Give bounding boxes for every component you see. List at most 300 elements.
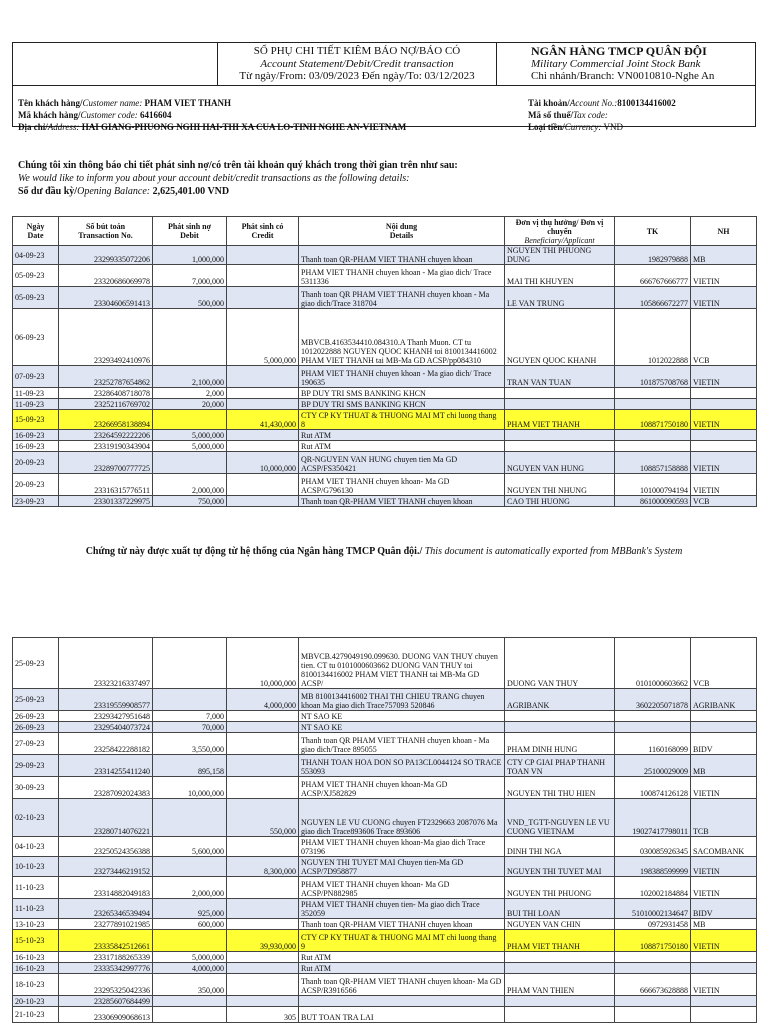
cell-details: Thanh toan QR PHAM VIET THANH chuyen khoan - Ma giao dich/Trace 895055 [299,733,505,755]
cell-beneficiary [505,1007,615,1023]
cell-account: 666673628888 [615,974,691,996]
cell-transaction-no: 23295325042336 [59,974,153,996]
cell-details: Rut ATM [299,963,505,974]
cell-debit [153,1007,227,1023]
cell-beneficiary: NGUYEN THI PHUONG [505,877,615,899]
cell-bank [691,722,757,733]
cell-date: 16-09-23 [13,441,59,452]
cell-date: 06-09-23 [13,309,59,366]
cell-beneficiary: MAI THI KHUYEN [505,265,615,287]
cell-details: BP DUY TRI SMS BANKING KHCN [299,399,505,410]
cell-date: 05-09-23 [13,287,59,309]
page-footer-note [0,546,768,557]
cell-debit: 600,000 [153,919,227,930]
cell-beneficiary [505,722,615,733]
cell-date: 20-09-23 [13,452,59,474]
cell-date: 05-09-23 [13,265,59,287]
cell-credit [227,496,299,507]
col-debit: Phát sinh nợ Debit [153,217,227,246]
cell-transaction-no: 23286408718078 [59,388,153,399]
cell-details: CTY CP KY THUAT & THUONG MAI MT chi luong thang 8 [299,410,505,430]
cell-beneficiary: NGUYEN VAN HUNG [505,452,615,474]
customer-code-label: Mã khách hàng/ [18,110,81,120]
table-row [13,410,757,430]
cell-bank: VIETIN [691,974,757,996]
customer-name-line [18,98,231,109]
cell-bank: SACOMBANK [691,837,757,857]
customer-name: PHAM VIET THANH [144,98,232,108]
cell-date: 16-10-23 [13,963,59,974]
cell-beneficiary [505,952,615,963]
cell-bank: AGRIBANK [691,689,757,711]
opening-balance-value: 2,625,401.00 VND [152,186,230,197]
cell-details: PHAM VIET THANH chuyen khoan-Ma GD ACSP/XJ582829 [299,777,505,799]
cell-account: 102002184884 [615,877,691,899]
cell-beneficiary: CTY CP GIAI PHAP THANH TOAN VN [505,755,615,777]
customer-name-label: Tên khách hàng/ [18,98,83,108]
cell-credit: 10,000,000 [227,638,299,689]
cell-debit [153,930,227,952]
bank-name: NGÂN HÀNG TMCP QUÂN ĐỘI [531,44,707,58]
cell-bank: MB [691,246,757,265]
cell-account [615,996,691,1007]
cell-bank: VIETIN [691,265,757,287]
cell-account: 25100029009 [615,755,691,777]
cell-credit [227,246,299,265]
cell-account: 108871750180 [615,410,691,430]
cell-details [299,996,505,1007]
table-row [13,638,757,689]
cell-debit: 20,000 [153,399,227,410]
cell-transaction-no: 23317188265339 [59,952,153,963]
cell-beneficiary [505,711,615,722]
cell-debit: 5,000,000 [153,952,227,963]
table-row [13,399,757,410]
cell-account: 1982979888 [615,246,691,265]
table-row [13,952,757,963]
table-row [13,474,757,496]
intro-text-en: We would like to inform you about your account debit/credit transactions as the following details: [18,173,410,184]
cell-bank: VIETIN [691,777,757,799]
cell-debit: 350,000 [153,974,227,996]
cell-date: 21-10-23 [13,1007,59,1023]
intro-text-vn: Chúng tôi xin thông báo chi tiết phát sinh nợ/có trên tài khoản quý khách trong thời gian trên như sau: [18,160,458,171]
cell-date: 27-09-23 [13,733,59,755]
table-header-row [13,217,757,246]
table-row [13,287,757,309]
cell-bank [691,711,757,722]
cell-beneficiary: NGUYEN THI NHUNG [505,474,615,496]
table-row [13,430,757,441]
table-row [13,777,757,799]
cell-account: 0101000603662 [615,638,691,689]
cell-debit: 7,000 [153,711,227,722]
currency-label-en: Currency: [564,122,602,132]
cell-credit: 4,000,000 [227,689,299,711]
cell-bank [691,399,757,410]
cell-details: NGUYEN LE VU CUONG chuyen FT2329663 2087076 Ma giao dich Trace893606 Trace 893606 [299,799,505,837]
cell-credit: 305 [227,1007,299,1023]
cell-credit [227,877,299,899]
customer-code: 6416604 [140,110,172,120]
cell-beneficiary: PHAM VIET THANH [505,410,615,430]
cell-date: 11-09-23 [13,388,59,399]
account-label-en: Account No.: [569,98,618,108]
cell-beneficiary: DUONG VAN THUY [505,638,615,689]
cell-date: 25-09-23 [13,689,59,711]
cell-date: 16-09-23 [13,430,59,441]
cell-account: 666767666777 [615,265,691,287]
cell-details: Thanh toan QR-PHAM VIET THANH chuyen khoan- Ma GD ACSP/R3916566 [299,974,505,996]
transactions-table-page-2 [12,637,757,1023]
cell-date: 02-10-23 [13,799,59,837]
cell-transaction-no: 23314882049183 [59,877,153,899]
cell-account: 105866672277 [615,287,691,309]
table-row [13,265,757,287]
cell-beneficiary: DINH THI NGA [505,837,615,857]
cell-account: 3602205071878 [615,689,691,711]
table-row [13,963,757,974]
cell-details: PHAM VIET THANH chuyen tien- Ma giao dich Trace 352059 [299,899,505,919]
cell-beneficiary: LE VAN TRUNG [505,287,615,309]
customer-code-line [18,110,172,121]
cell-details: Rut ATM [299,441,505,452]
cell-beneficiary: CAO THI HUONG [505,496,615,507]
cell-account: 1012022888 [615,309,691,366]
currency-value: VND [603,122,624,132]
cell-bank: VIETIN [691,930,757,952]
cell-debit: 5,000,000 [153,430,227,441]
cell-debit: 10,000,000 [153,777,227,799]
table-row [13,877,757,899]
account-no-line [528,98,676,109]
cell-account: 100874126128 [615,777,691,799]
opening-balance-label: Số dư đầu kỳ/ [18,186,78,197]
statement-subtitle: Account Statement/Debit/Credit transaction [260,57,454,70]
col-tk: TK [615,217,691,246]
cell-details: NT SAO KE [299,722,505,733]
cell-credit [227,430,299,441]
cell-credit: 5,000,000 [227,309,299,366]
cell-debit: 2,000 [153,388,227,399]
cell-credit [227,711,299,722]
opening-balance-label-en: Opening Balance: [77,186,151,197]
cell-account [615,963,691,974]
cell-transaction-no: 23301337229975 [59,496,153,507]
cell-account [615,952,691,963]
cell-transaction-no: 23266958138894 [59,410,153,430]
cell-credit [227,996,299,1007]
cell-credit [227,777,299,799]
cell-debit [153,857,227,877]
table-row [13,919,757,930]
bank-branch: Chi nhánh/Branch: VN0010810-Nghe An [531,70,715,82]
cell-bank: MB [691,919,757,930]
cell-transaction-no: 23265346539494 [59,899,153,919]
currency-line [528,122,623,133]
table-row [13,452,757,474]
cell-details: PHAM VIET THANH chuyen khoan-Ma giao dich Trace 073196 [299,837,505,857]
cell-date: 23-09-23 [13,496,59,507]
cell-bank: VIETIN [691,287,757,309]
cell-transaction-no: 23250524356388 [59,837,153,857]
cell-transaction-no: 23335342997776 [59,963,153,974]
cell-details: BP DUY TRI SMS BANKING KHCN [299,388,505,399]
cell-date: 26-09-23 [13,711,59,722]
table-row [13,733,757,755]
cell-beneficiary: NGUYEN THI PHUONG DUNG [505,246,615,265]
cell-transaction-no: 23273446219152 [59,857,153,877]
col-date: Ngày Date [13,217,59,246]
cell-details: Thanh toan QR-PHAM VIET THANH chuyen khoan [299,496,505,507]
cell-transaction-no: 23295404073724 [59,722,153,733]
customer-address: HAI GIANG-PHUONG NGHI HAI-THI XA CUA LO-TINH NGHE AN-VIETNAM [81,122,407,132]
cell-transaction-no: 23306909068613 [59,1007,153,1023]
cell-transaction-no: 23316315776511 [59,474,153,496]
cell-account: 030085926345 [615,837,691,857]
cell-account: 101875708768 [615,366,691,388]
cell-date: 04-09-23 [13,246,59,265]
table-row [13,930,757,952]
cell-debit: 2,100,000 [153,366,227,388]
cell-details: THANH TOAN HOA DON SO PA13CL0044124 SO TRACE 553093 [299,755,505,777]
cell-account: 108871750180 [615,930,691,952]
cell-debit [153,689,227,711]
cell-account: 19027417798011 [615,799,691,837]
table-row [13,722,757,733]
cell-bank: BIDV [691,733,757,755]
cell-transaction-no: 23264592222206 [59,430,153,441]
cell-credit [227,287,299,309]
cell-transaction-no: 23293427951648 [59,711,153,722]
table-row [13,246,757,265]
cell-date: 29-09-23 [13,755,59,777]
tax-label-en: Tax code: [573,110,608,120]
cell-bank [691,430,757,441]
cell-debit: 5,000,000 [153,441,227,452]
cell-bank: VIETIN [691,857,757,877]
statement-date-range: Từ ngày/From: 03/09/2023 Đến ngày/To: 03/12/2023 [239,70,475,82]
cell-beneficiary: NGUYEN VAN CHIN [505,919,615,930]
cell-debit: 70,000 [153,722,227,733]
cell-transaction-no: 23289700777725 [59,452,153,474]
table-row [13,899,757,919]
cell-debit [153,638,227,689]
cell-debit: 7,000,000 [153,265,227,287]
currency-label: Loại tiền/ [528,122,565,132]
cell-bank: MB [691,755,757,777]
cell-date: 07-09-23 [13,366,59,388]
bank-info-cell [497,43,756,86]
cell-bank [691,952,757,963]
col-credit: Phát sinh có Credit [227,217,299,246]
cell-details: Rut ATM [299,430,505,441]
account-label: Tài khoản/ [528,98,570,108]
table-row [13,309,757,366]
cell-transaction-no: 23280714076221 [59,799,153,837]
cell-debit [153,410,227,430]
statement-title-cell [218,43,497,86]
cell-date: 04-10-23 [13,837,59,857]
cell-account [615,388,691,399]
account-number: 8100134416002 [617,98,676,108]
cell-beneficiary: BUI THI LOAN [505,899,615,919]
cell-date: 11-10-23 [13,899,59,919]
cell-beneficiary: NGUYEN THI THU HIEN [505,777,615,799]
cell-account [615,722,691,733]
cell-transaction-no: 23252787654862 [59,366,153,388]
cell-beneficiary [505,441,615,452]
cell-bank: VCB [691,496,757,507]
col-transaction-no: Số bút toán Transaction No. [59,217,153,246]
cell-transaction-no: 23285607684499 [59,996,153,1007]
cell-debit: 5,600,000 [153,837,227,857]
cell-details: PHAM VIET THANH chuyen khoan - Ma giao dich/ Trace 190635 [299,366,505,388]
cell-bank: VIETIN [691,366,757,388]
cell-account [615,399,691,410]
cell-details: QR-NGUYEN VAN HUNG chuyen tien Ma GD ACSP/FS350421 [299,452,505,474]
cell-account [615,711,691,722]
cell-debit [153,309,227,366]
customer-address-label: Địa chỉ/ [18,122,48,132]
cell-transaction-no: 23252116769702 [59,399,153,410]
footer-note-vn: Chứng từ này được xuất tự động từ hệ thống của Ngân hàng TMCP Quân đội./ [85,546,423,557]
cell-account: 861000090593 [615,496,691,507]
cell-debit: 750,000 [153,496,227,507]
cell-account: 1160168099 [615,733,691,755]
cell-beneficiary [505,399,615,410]
cell-details: Rut ATM [299,952,505,963]
cell-debit: 2,000,000 [153,474,227,496]
cell-credit [227,366,299,388]
table-row [13,974,757,996]
cell-bank: VIETIN [691,410,757,430]
table-row [13,441,757,452]
cell-beneficiary: VND_TGTT-NGUYEN LE VU CUONG VIETNAM [505,799,615,837]
cell-debit: 925,000 [153,899,227,919]
cell-account: 108857158888 [615,452,691,474]
cell-bank [691,441,757,452]
cell-transaction-no: 23293492410976 [59,309,153,366]
cell-bank [691,1007,757,1023]
cell-date: 11-10-23 [13,877,59,899]
cell-debit: 500,000 [153,287,227,309]
cell-date: 16-10-23 [13,952,59,963]
cell-credit [227,974,299,996]
cell-details: PHAM VIET THANH chuyen khoan- Ma GD ACSP/PN882985 [299,877,505,899]
cell-beneficiary: AGRIBANK [505,689,615,711]
cell-debit: 3,550,000 [153,733,227,755]
table-row [13,996,757,1007]
table-row [13,366,757,388]
cell-date: 30-09-23 [13,777,59,799]
cell-details: CTY CP KY THUAT & THUONG MAI MT chi luong thang 9 [299,930,505,952]
cell-details: NGUYEN THI TUYET MAI Chuyen tien-Ma GD ACSP/7D958877 [299,857,505,877]
transactions-table-page-1 [12,216,757,507]
cell-bank: VIETIN [691,452,757,474]
cell-date: 15-10-23 [13,930,59,952]
bank-name-en: Military Commercial Joint Stock Bank [531,57,701,70]
cell-transaction-no: 23299335072206 [59,246,153,265]
cell-credit [227,837,299,857]
cell-transaction-no: 23335842512661 [59,930,153,952]
cell-bank: VCB [691,638,757,689]
cell-debit [153,996,227,1007]
cell-credit [227,265,299,287]
table-row [13,837,757,857]
cell-credit: 550,000 [227,799,299,837]
cell-transaction-no: 23319559908577 [59,689,153,711]
header-left-blank [13,43,218,86]
cell-credit: 41,430,000 [227,410,299,430]
table-row [13,496,757,507]
table-row [13,857,757,877]
customer-address-line [18,122,406,133]
cell-beneficiary [505,430,615,441]
cell-transaction-no: 23320686069978 [59,265,153,287]
cell-details: NT SAO KE [299,711,505,722]
opening-balance-line [18,186,229,198]
cell-debit: 2,000,000 [153,877,227,899]
col-nh: NH [691,217,757,246]
cell-date: 26-09-23 [13,722,59,733]
cell-account [615,1007,691,1023]
cell-date: 25-09-23 [13,638,59,689]
cell-beneficiary [505,388,615,399]
footer-note-en: This document is automatically exported from MBBank's System [422,546,683,557]
cell-account: 0972931458 [615,919,691,930]
tax-code-line [528,110,608,121]
cell-credit [227,952,299,963]
cell-account: 198388599999 [615,857,691,877]
cell-bank [691,963,757,974]
cell-transaction-no: 23323216337497 [59,638,153,689]
cell-beneficiary: PHAM DINH HUNG [505,733,615,755]
table-row [13,388,757,399]
cell-bank [691,388,757,399]
cell-credit: 8,300,000 [227,857,299,877]
cell-account: 51010002134647 [615,899,691,919]
cell-details: PHAM VIET THANH chuyen khoan - Ma giao dich/ Trace 5311336 [299,265,505,287]
cell-details: PHAM VIET THANH chuyen khoan- Ma GD ACSP/G796130 [299,474,505,496]
cell-date: 20-09-23 [13,474,59,496]
col-details: Nội dung Details [299,217,505,246]
cell-date: 15-09-23 [13,410,59,430]
cell-credit [227,919,299,930]
cell-credit [227,441,299,452]
cell-bank [691,996,757,1007]
cell-credit: 10,000,000 [227,452,299,474]
cell-credit [227,388,299,399]
cell-details: Thanh toan QR-PHAM VIET THANH chuyen khoan [299,919,505,930]
table-row [13,1007,757,1023]
tax-label: Mã số thuế/ [528,110,573,120]
cell-transaction-no: 23319190343904 [59,441,153,452]
cell-debit: 1,000,000 [153,246,227,265]
cell-details: MBVCB.4163534410.084310.A Thanh Muon. CT tu 1012022888 NGUYEN QUOC KHANH toi 8100134416002 PHAM VIET THANH tai MB-Ma GD ACSP/pp084310 [299,309,505,366]
cell-transaction-no: 23277891021985 [59,919,153,930]
cell-beneficiary: TRAN VAN TUAN [505,366,615,388]
customer-address-label-en: Address: [47,122,80,132]
cell-beneficiary [505,996,615,1007]
cell-beneficiary: PHAM VIET THANH [505,930,615,952]
statement-title: SỔ PHỤ CHI TIẾT KIÊM BÁO NỢ/BÁO CÓ [253,45,461,57]
cell-beneficiary [505,963,615,974]
cell-credit [227,899,299,919]
cell-debit [153,452,227,474]
col-beneficiary: Đơn vị thụ hưởng/ Đơn vị chuyển Beneficiary/Applicant [505,217,615,246]
cell-details: BUT TOAN TRA LAI [299,1007,505,1023]
